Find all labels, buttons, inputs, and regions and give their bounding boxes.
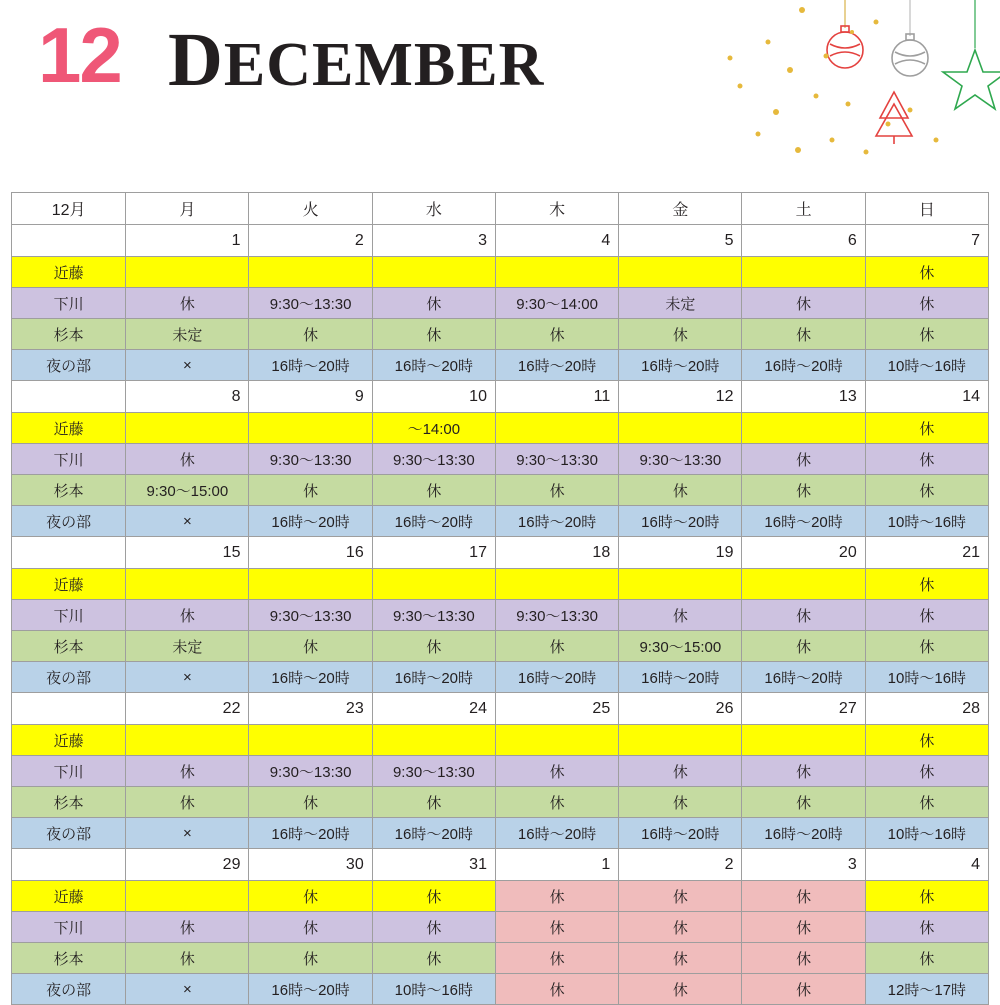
cell-shimokawa: 休 bbox=[126, 912, 249, 943]
table-row bbox=[12, 506, 989, 537]
dow-header-6: 日 bbox=[865, 193, 988, 225]
date-row-spacer bbox=[12, 381, 126, 413]
cell-sugimoto: 休 bbox=[742, 943, 865, 974]
table-row bbox=[12, 288, 989, 319]
dow-header-0: 月 bbox=[126, 193, 249, 225]
cell-kondo bbox=[249, 569, 372, 600]
date-cell: 24 bbox=[372, 693, 495, 725]
cell-kondo: 休 bbox=[742, 881, 865, 912]
cell-sugimoto: 休 bbox=[495, 319, 618, 350]
date-cell: 18 bbox=[495, 537, 618, 569]
date-cell: 23 bbox=[249, 693, 372, 725]
cell-sugimoto: 休 bbox=[372, 787, 495, 818]
row-label-sugimoto: 杉本 bbox=[12, 631, 126, 662]
cell-yoru: 16時〜20時 bbox=[742, 662, 865, 693]
date-cell: 4 bbox=[865, 849, 988, 881]
cell-kondo: 休 bbox=[249, 881, 372, 912]
cell-sugimoto: 休 bbox=[372, 943, 495, 974]
cell-sugimoto: 休 bbox=[619, 787, 742, 818]
row-label-yoru: 夜の部 bbox=[12, 350, 126, 381]
cell-sugimoto: 休 bbox=[495, 475, 618, 506]
cell-kondo bbox=[495, 257, 618, 288]
cell-yoru: 16時〜20時 bbox=[495, 662, 618, 693]
cell-sugimoto: 休 bbox=[619, 319, 742, 350]
date-cell: 7 bbox=[865, 225, 988, 257]
cell-kondo bbox=[742, 257, 865, 288]
cell-sugimoto: 未定 bbox=[126, 319, 249, 350]
cell-shimokawa: 9:30〜13:30 bbox=[495, 444, 618, 475]
date-row-spacer bbox=[12, 693, 126, 725]
cell-yoru: 休 bbox=[742, 974, 865, 1005]
dow-header-3: 木 bbox=[495, 193, 618, 225]
date-cell: 29 bbox=[126, 849, 249, 881]
cell-shimokawa: 9:30〜13:30 bbox=[249, 756, 372, 787]
row-label-sugimoto: 杉本 bbox=[12, 475, 126, 506]
cell-kondo: 休 bbox=[865, 257, 988, 288]
cell-kondo bbox=[249, 413, 372, 444]
row-label-shimokawa: 下川 bbox=[12, 288, 126, 319]
cell-kondo bbox=[126, 257, 249, 288]
cell-sugimoto: 9:30〜15:00 bbox=[126, 475, 249, 506]
cell-yoru: × bbox=[126, 662, 249, 693]
cell-yoru: 12時〜17時 bbox=[865, 974, 988, 1005]
cell-shimokawa: 休 bbox=[126, 600, 249, 631]
cell-kondo: 休 bbox=[865, 725, 988, 756]
date-cell: 6 bbox=[742, 225, 865, 257]
dow-header-1: 火 bbox=[249, 193, 372, 225]
schedule-table-wrap bbox=[11, 192, 989, 1005]
cell-shimokawa: 9:30〜14:00 bbox=[495, 288, 618, 319]
cell-kondo bbox=[619, 725, 742, 756]
cell-kondo bbox=[372, 725, 495, 756]
date-cell: 1 bbox=[126, 225, 249, 257]
cell-shimokawa: 9:30〜13:30 bbox=[249, 288, 372, 319]
cell-kondo bbox=[742, 725, 865, 756]
cell-shimokawa: 休 bbox=[865, 600, 988, 631]
date-cell: 10 bbox=[372, 381, 495, 413]
date-cell: 31 bbox=[372, 849, 495, 881]
cell-shimokawa: 9:30〜13:30 bbox=[619, 444, 742, 475]
cell-kondo bbox=[126, 413, 249, 444]
page-header bbox=[0, 0, 1000, 180]
cell-shimokawa: 休 bbox=[495, 912, 618, 943]
cell-yoru: 16時〜20時 bbox=[619, 818, 742, 849]
cell-yoru: 16時〜20時 bbox=[249, 974, 372, 1005]
cell-yoru: 16時〜20時 bbox=[372, 506, 495, 537]
cell-shimokawa: 9:30〜13:30 bbox=[249, 444, 372, 475]
date-row-spacer bbox=[12, 537, 126, 569]
date-row bbox=[12, 537, 989, 569]
date-cell: 20 bbox=[742, 537, 865, 569]
cell-shimokawa: 休 bbox=[865, 444, 988, 475]
table-row bbox=[12, 725, 989, 756]
cell-shimokawa: 休 bbox=[742, 444, 865, 475]
date-row bbox=[12, 225, 989, 257]
row-label-yoru: 夜の部 bbox=[12, 818, 126, 849]
cell-yoru: 10時〜16時 bbox=[865, 350, 988, 381]
date-cell: 12 bbox=[619, 381, 742, 413]
table-row bbox=[12, 818, 989, 849]
cell-sugimoto: 休 bbox=[619, 475, 742, 506]
cell-shimokawa: 未定 bbox=[619, 288, 742, 319]
date-cell: 14 bbox=[865, 381, 988, 413]
dow-header-2: 水 bbox=[372, 193, 495, 225]
cell-yoru: × bbox=[126, 818, 249, 849]
date-cell: 5 bbox=[619, 225, 742, 257]
cell-sugimoto: 休 bbox=[865, 631, 988, 662]
cell-yoru: 16時〜20時 bbox=[742, 350, 865, 381]
date-cell: 21 bbox=[865, 537, 988, 569]
date-cell: 13 bbox=[742, 381, 865, 413]
cell-sugimoto: 休 bbox=[372, 319, 495, 350]
cell-shimokawa: 休 bbox=[249, 912, 372, 943]
cell-kondo bbox=[126, 569, 249, 600]
row-label-sugimoto: 杉本 bbox=[12, 319, 126, 350]
cell-shimokawa: 9:30〜13:30 bbox=[372, 600, 495, 631]
cell-sugimoto: 休 bbox=[865, 475, 988, 506]
month-name-rest: ECEMBER bbox=[223, 31, 545, 99]
row-label-kondo: 近藤 bbox=[12, 413, 126, 444]
table-row bbox=[12, 943, 989, 974]
date-row bbox=[12, 381, 989, 413]
cell-kondo bbox=[495, 725, 618, 756]
date-cell: 1 bbox=[495, 849, 618, 881]
cell-sugimoto: 休 bbox=[126, 787, 249, 818]
christmas-decoration bbox=[580, 0, 1000, 180]
cell-kondo: 休 bbox=[865, 413, 988, 444]
cell-sugimoto: 休 bbox=[865, 943, 988, 974]
date-cell: 19 bbox=[619, 537, 742, 569]
cell-sugimoto: 休 bbox=[372, 475, 495, 506]
cell-kondo bbox=[495, 413, 618, 444]
table-row bbox=[12, 413, 989, 444]
cell-kondo: 休 bbox=[865, 569, 988, 600]
cell-shimokawa: 休 bbox=[865, 756, 988, 787]
cell-shimokawa: 休 bbox=[372, 912, 495, 943]
cell-sugimoto: 休 bbox=[372, 631, 495, 662]
cell-kondo: 休 bbox=[372, 881, 495, 912]
cell-shimokawa: 休 bbox=[742, 756, 865, 787]
cell-shimokawa: 9:30〜13:30 bbox=[372, 756, 495, 787]
row-label-shimokawa: 下川 bbox=[12, 912, 126, 943]
cell-yoru: 16時〜20時 bbox=[742, 818, 865, 849]
cell-sugimoto: 休 bbox=[495, 943, 618, 974]
date-row bbox=[12, 849, 989, 881]
row-label-kondo: 近藤 bbox=[12, 569, 126, 600]
cell-shimokawa: 休 bbox=[742, 912, 865, 943]
cell-sugimoto: 9:30〜15:00 bbox=[619, 631, 742, 662]
cell-kondo bbox=[742, 569, 865, 600]
table-row bbox=[12, 787, 989, 818]
cell-yoru: 16時〜20時 bbox=[249, 662, 372, 693]
table-row bbox=[12, 444, 989, 475]
date-row-spacer bbox=[12, 849, 126, 881]
cell-yoru: 10時〜16時 bbox=[865, 818, 988, 849]
cell-sugimoto: 休 bbox=[126, 943, 249, 974]
cell-yoru: 16時〜20時 bbox=[372, 818, 495, 849]
cell-sugimoto: 休 bbox=[742, 475, 865, 506]
cell-yoru: 16時〜20時 bbox=[495, 818, 618, 849]
cell-shimokawa: 休 bbox=[495, 756, 618, 787]
row-label-yoru: 夜の部 bbox=[12, 662, 126, 693]
dow-header-4: 金 bbox=[619, 193, 742, 225]
date-cell: 8 bbox=[126, 381, 249, 413]
cell-yoru: 16時〜20時 bbox=[495, 506, 618, 537]
date-cell: 11 bbox=[495, 381, 618, 413]
cell-sugimoto: 休 bbox=[249, 475, 372, 506]
date-cell: 2 bbox=[249, 225, 372, 257]
cell-shimokawa: 休 bbox=[619, 912, 742, 943]
date-cell: 3 bbox=[742, 849, 865, 881]
cell-sugimoto: 未定 bbox=[126, 631, 249, 662]
date-row-spacer bbox=[12, 225, 126, 257]
table-row bbox=[12, 350, 989, 381]
cell-yoru: 16時〜20時 bbox=[249, 350, 372, 381]
table-row bbox=[12, 257, 989, 288]
cell-kondo bbox=[372, 257, 495, 288]
cell-shimokawa: 休 bbox=[126, 288, 249, 319]
cell-yoru: 16時〜20時 bbox=[619, 350, 742, 381]
date-cell: 25 bbox=[495, 693, 618, 725]
row-label-shimokawa: 下川 bbox=[12, 600, 126, 631]
cell-sugimoto: 休 bbox=[495, 787, 618, 818]
cell-yoru: 10時〜16時 bbox=[865, 506, 988, 537]
cell-sugimoto: 休 bbox=[865, 319, 988, 350]
date-cell: 3 bbox=[372, 225, 495, 257]
date-cell: 30 bbox=[249, 849, 372, 881]
table-row bbox=[12, 631, 989, 662]
date-cell: 28 bbox=[865, 693, 988, 725]
cell-shimokawa: 休 bbox=[865, 912, 988, 943]
row-label-sugimoto: 杉本 bbox=[12, 787, 126, 818]
date-cell: 15 bbox=[126, 537, 249, 569]
cell-kondo bbox=[372, 569, 495, 600]
cell-yoru: 16時〜20時 bbox=[249, 506, 372, 537]
table-row bbox=[12, 475, 989, 506]
cell-yoru: × bbox=[126, 506, 249, 537]
page-title bbox=[168, 18, 545, 102]
month-name-initial: D bbox=[168, 18, 224, 102]
cell-shimokawa: 休 bbox=[619, 756, 742, 787]
cell-yoru: 休 bbox=[495, 974, 618, 1005]
cell-sugimoto: 休 bbox=[742, 787, 865, 818]
table-row bbox=[12, 912, 989, 943]
cell-kondo bbox=[495, 569, 618, 600]
table-row bbox=[12, 756, 989, 787]
cell-yoru: 10時〜16時 bbox=[372, 974, 495, 1005]
cell-shimokawa: 休 bbox=[619, 600, 742, 631]
table-header-row bbox=[12, 193, 989, 225]
row-label-kondo: 近藤 bbox=[12, 725, 126, 756]
cell-kondo: 〜14:00 bbox=[372, 413, 495, 444]
table-row bbox=[12, 569, 989, 600]
cell-yoru: 16時〜20時 bbox=[619, 662, 742, 693]
table-row bbox=[12, 881, 989, 912]
cell-yoru: 16時〜20時 bbox=[619, 506, 742, 537]
cell-kondo: 休 bbox=[865, 881, 988, 912]
table-row bbox=[12, 319, 989, 350]
cell-kondo bbox=[249, 257, 372, 288]
date-row bbox=[12, 693, 989, 725]
cell-shimokawa: 休 bbox=[126, 444, 249, 475]
cell-kondo bbox=[249, 725, 372, 756]
cell-yoru: 16時〜20時 bbox=[372, 662, 495, 693]
cell-sugimoto: 休 bbox=[742, 319, 865, 350]
date-cell: 26 bbox=[619, 693, 742, 725]
cell-kondo bbox=[619, 257, 742, 288]
cell-sugimoto: 休 bbox=[865, 787, 988, 818]
cell-yoru: 10時〜16時 bbox=[865, 662, 988, 693]
date-cell: 2 bbox=[619, 849, 742, 881]
cell-sugimoto: 休 bbox=[495, 631, 618, 662]
cell-kondo bbox=[742, 413, 865, 444]
cell-kondo bbox=[126, 881, 249, 912]
cell-yoru: 休 bbox=[619, 974, 742, 1005]
date-cell: 17 bbox=[372, 537, 495, 569]
row-label-kondo: 近藤 bbox=[12, 881, 126, 912]
dow-header-5: 土 bbox=[742, 193, 865, 225]
row-label-yoru: 夜の部 bbox=[12, 506, 126, 537]
cell-shimokawa: 休 bbox=[865, 288, 988, 319]
row-label-shimokawa: 下川 bbox=[12, 444, 126, 475]
cell-sugimoto: 休 bbox=[619, 943, 742, 974]
cell-shimokawa: 9:30〜13:30 bbox=[249, 600, 372, 631]
cell-yoru: 16時〜20時 bbox=[249, 818, 372, 849]
cell-kondo: 休 bbox=[619, 881, 742, 912]
cell-sugimoto: 休 bbox=[249, 319, 372, 350]
cell-shimokawa: 休 bbox=[372, 288, 495, 319]
cell-yoru: 16時〜20時 bbox=[372, 350, 495, 381]
cell-shimokawa: 9:30〜13:30 bbox=[372, 444, 495, 475]
date-cell: 4 bbox=[495, 225, 618, 257]
cell-yoru: × bbox=[126, 974, 249, 1005]
cell-yoru: 16時〜20時 bbox=[742, 506, 865, 537]
row-label-shimokawa: 下川 bbox=[12, 756, 126, 787]
month-label-cell: 12月 bbox=[12, 193, 126, 225]
date-cell: 27 bbox=[742, 693, 865, 725]
month-number: 12 bbox=[38, 11, 121, 99]
date-cell: 22 bbox=[126, 693, 249, 725]
cell-shimokawa: 休 bbox=[742, 600, 865, 631]
cell-sugimoto: 休 bbox=[742, 631, 865, 662]
row-label-kondo: 近藤 bbox=[12, 257, 126, 288]
cell-kondo bbox=[619, 569, 742, 600]
date-cell: 9 bbox=[249, 381, 372, 413]
row-label-yoru: 夜の部 bbox=[12, 974, 126, 1005]
cell-kondo bbox=[126, 725, 249, 756]
row-label-sugimoto: 杉本 bbox=[12, 943, 126, 974]
table-row bbox=[12, 600, 989, 631]
schedule-table bbox=[11, 192, 989, 1005]
table-row bbox=[12, 662, 989, 693]
cell-yoru: × bbox=[126, 350, 249, 381]
cell-kondo bbox=[619, 413, 742, 444]
date-cell: 16 bbox=[249, 537, 372, 569]
cell-kondo: 休 bbox=[495, 881, 618, 912]
cell-shimokawa: 休 bbox=[126, 756, 249, 787]
cell-sugimoto: 休 bbox=[249, 787, 372, 818]
cell-shimokawa: 9:30〜13:30 bbox=[495, 600, 618, 631]
cell-sugimoto: 休 bbox=[249, 943, 372, 974]
cell-shimokawa: 休 bbox=[742, 288, 865, 319]
cell-sugimoto: 休 bbox=[249, 631, 372, 662]
cell-yoru: 16時〜20時 bbox=[495, 350, 618, 381]
